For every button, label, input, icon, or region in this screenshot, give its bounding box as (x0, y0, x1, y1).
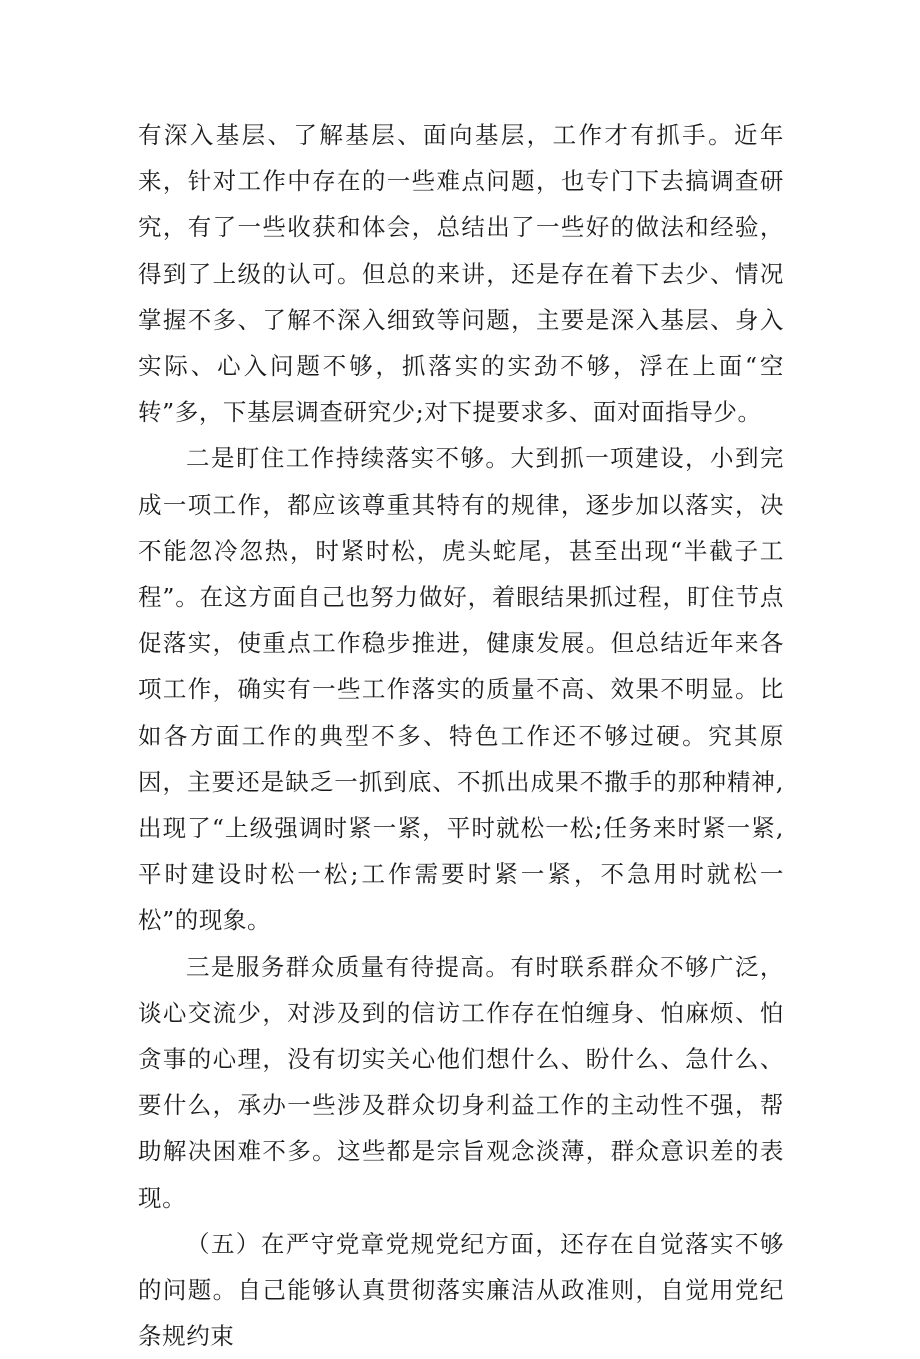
paragraph-2: 二是盯住工作持续落实不够。大到抓一项建设，小到完成一项工作，都应该尊重其特有的规律，逐步加以落实，决不能忽冷忽热，时紧时松，虎头蛇尾，甚至出现“半截子工程”。在这方面自己也努力做好，着眼结果抓过程，盯住节点促落实，使重点工作稳步推进，健康发展。但总结近年来各项工作，确实有一些工作落实的质量不高、效果不明显。比如各方面工作的典型不多、特色工作还不够过硬。究其原因，主要还是缺乏一抓到底、不抓出成果不撒手的那种精神,出现了“上级强调时紧一紧，平时就松一松;任务来时紧一紧,平时建设时松一松;工作需要时紧一紧，不急用时就松一松”的现象。 (138, 444, 784, 935)
paragraph-1: 有深入基层、了解基层、面向基层，工作才有抓手。近年来，针对工作中存在的一些难点问题，也专门下去搞调查研究，有了一些收获和体会，总结出了一些好的做法和经验，得到了上级的认可。但总的来讲，还是存在着下去少、情况掌握不多、了解不深入细致等问题，主要是深入基层、身入实际、心入问题不够，抓落实的实劲不够，浮在上面“空转”多，下基层调查研究少;对下提要求多、面对面指导少。 (138, 121, 784, 427)
paragraph-3: 三是服务群众质量有待提高。有时联系群众不够广泛，谈心交流少，对涉及到的信访工作存在怕缠身、怕麻烦、怕贪事的心理，没有切实关心他们想什么、盼什么、急什么、要什么，承办一些涉及群众切身利益工作的主动性不强，帮助解决困难不多。这些都是宗旨观念淡薄，群众意识差的表现。 (138, 952, 784, 1212)
document-body (138, 112, 784, 1359)
paragraph-4: （五）在严守党章党规党纪方面，还存在自觉落实不够的问题。自己能够认真贯彻落实廉洁从政准则，自觉用党纪条规约束 (138, 1229, 784, 1351)
